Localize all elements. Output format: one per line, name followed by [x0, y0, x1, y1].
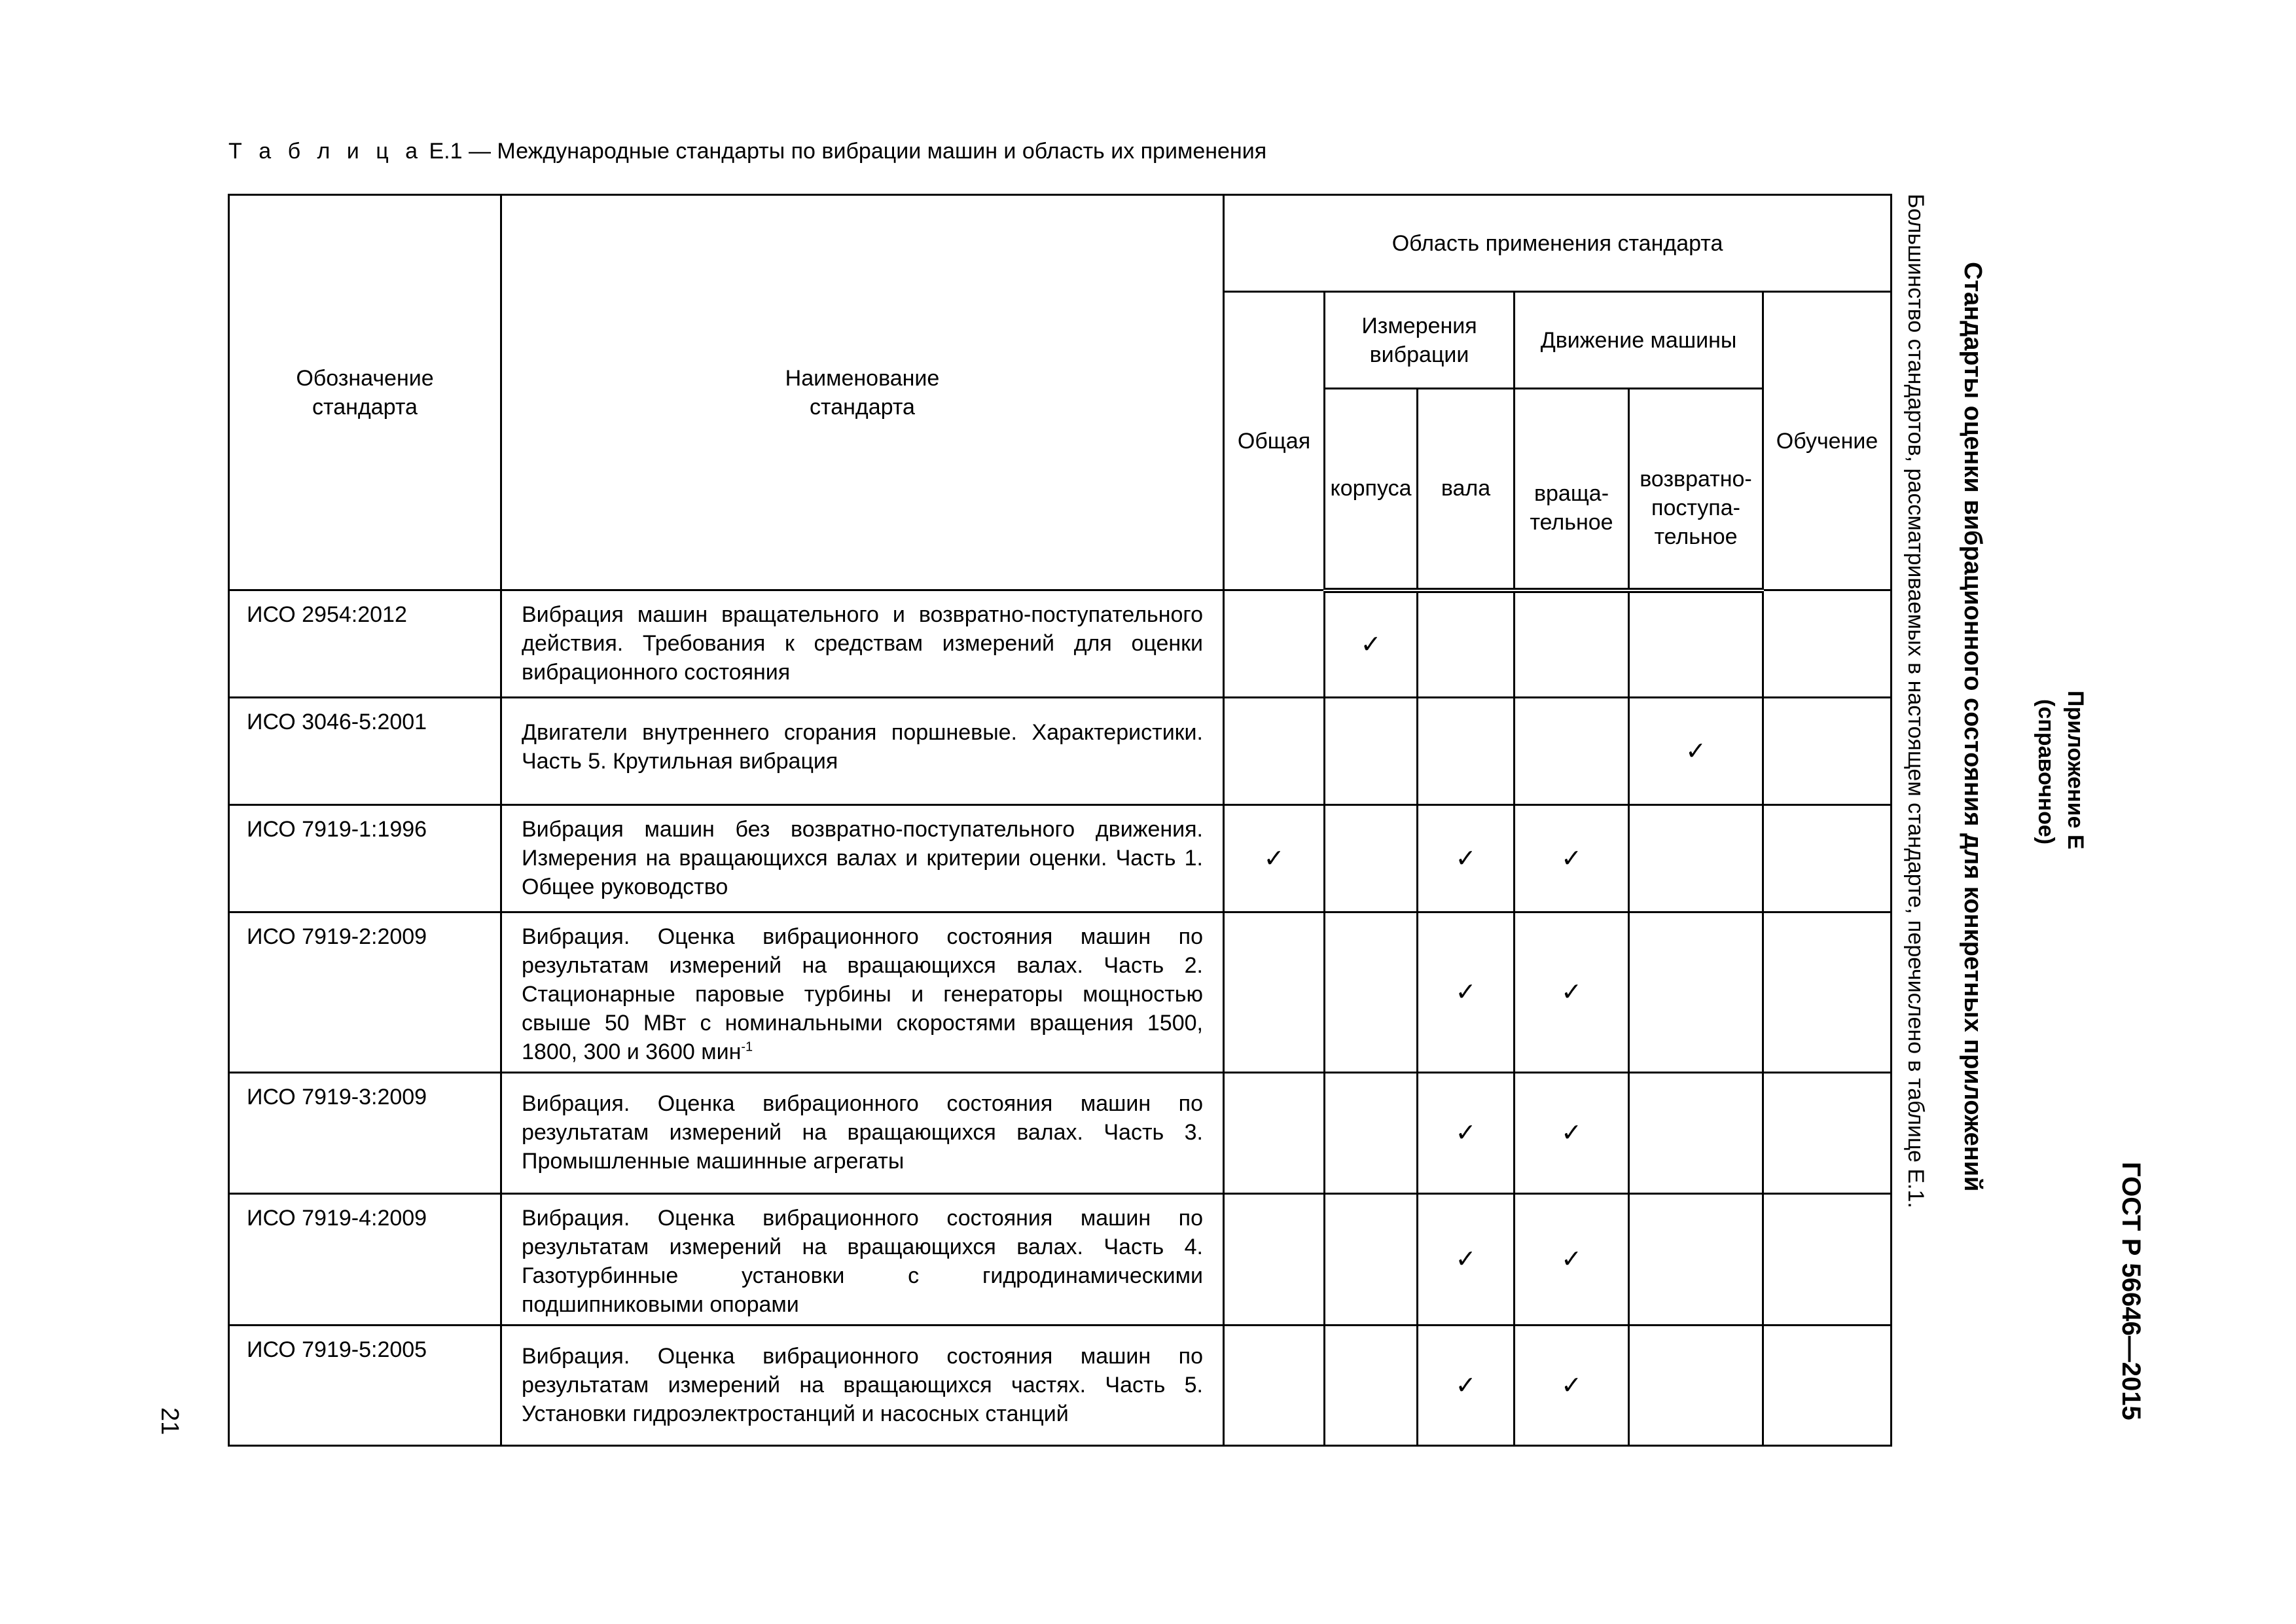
table-caption-text: Е.1 — Международные стандарты по вибрации машин и область их применения	[423, 139, 1267, 164]
row-title: Вибрация. Оценка вибрационного состояния машин по результатам измерений на вращающихся валах. Часть 3. Промышленные машинные агрегаты	[501, 1073, 1224, 1194]
row-code: ИСО 7919-4:2009	[229, 1194, 501, 1326]
cell-shaft: ✓	[1418, 912, 1515, 1073]
header-scope: Область применения стандарта	[1224, 195, 1892, 292]
cell-shaft: ✓	[1418, 805, 1515, 912]
table-caption-prefix: Т а б л и ц а	[228, 139, 423, 164]
cell-reciprocating	[1629, 1073, 1763, 1194]
annex-kind: (справочное)	[2034, 699, 2058, 845]
cell-general	[1224, 590, 1325, 698]
row-title-text: Вибрация. Оценка вибрационного состояния машин по результатам измерений на вращающихся валах. Часть 2. Стационарные паровые турбины и генераторы мощностью свыше 50 МВт с номинальными скоростями вращения 1500, 1800, 300 и 3600 мин	[522, 924, 1203, 1064]
header-measurement: Измерения вибрации	[1325, 292, 1515, 389]
cell-shaft	[1418, 698, 1515, 805]
page-number: 21	[156, 1407, 183, 1435]
cell-housing	[1325, 912, 1418, 1073]
row-code: ИСО 7919-2:2009	[229, 912, 501, 1073]
header-training: Обучение	[1763, 292, 1892, 590]
row-code: ИСО 7919-5:2005	[229, 1326, 501, 1446]
header-name: Наименование стандарта	[501, 195, 1224, 590]
cell-housing	[1325, 1073, 1418, 1194]
cell-general	[1224, 698, 1325, 805]
table-row	[229, 590, 1892, 698]
table-row	[229, 1326, 1892, 1446]
cell-reciprocating	[1629, 1194, 1763, 1326]
row-title: Вибрация машин вращательного и возвратно-поступательного действия. Требования к средствам измерений для оценки вибрационного состояния	[501, 590, 1224, 698]
header-motion: Движение машины	[1515, 292, 1763, 389]
document-code: ГОСТ Р 56646—2015	[2117, 1162, 2145, 1420]
row-title: Вибрация машин без возвратно-поступательного движения. Измерения на вращающихся валах и критерии оценки. Часть 1. Общее руководство	[501, 805, 1224, 912]
cell-training	[1763, 1326, 1892, 1446]
table-row	[229, 1194, 1892, 1326]
cell-rotary: ✓	[1515, 1194, 1629, 1326]
cell-reciprocating	[1629, 1326, 1763, 1446]
row-code: ИСО 2954:2012	[229, 590, 501, 698]
header-rotary: враща- тельное	[1515, 389, 1629, 590]
cell-reciprocating	[1629, 805, 1763, 912]
annex-title: Приложение Е	[2063, 691, 2088, 850]
table-row	[229, 1073, 1892, 1194]
row-title	[501, 912, 1224, 1073]
row-title: Вибрация. Оценка вибрационного состояния машин по результатам измерений на вращающихся частях. Часть 5. Установки гидроэлектростанций и насосных станций	[501, 1326, 1224, 1446]
cell-rotary: ✓	[1515, 912, 1629, 1073]
cell-general	[1224, 1326, 1325, 1446]
cell-rotary: ✓	[1515, 1073, 1629, 1194]
cell-general	[1224, 1073, 1325, 1194]
header-reciprocating: возвратно- поступа- тельное	[1629, 389, 1763, 590]
header-designation: Обозначение стандарта	[229, 195, 501, 590]
annex-heading: Стандарты оценки вибрационного состояния для конкретных приложений	[1959, 262, 1986, 1192]
row-title-superscript: -1	[741, 1039, 753, 1055]
table-row	[229, 805, 1892, 912]
cell-training	[1763, 1073, 1892, 1194]
cell-rotary: ✓	[1515, 805, 1629, 912]
cell-rotary	[1515, 590, 1629, 698]
cell-general	[1224, 912, 1325, 1073]
cell-training	[1763, 1194, 1892, 1326]
cell-housing	[1325, 1326, 1418, 1446]
cell-general: ✓	[1224, 805, 1325, 912]
cell-shaft: ✓	[1418, 1194, 1515, 1326]
standards-table	[228, 194, 1892, 1447]
table-row	[229, 698, 1892, 805]
cell-housing	[1325, 805, 1418, 912]
cell-shaft	[1418, 590, 1515, 698]
row-code: ИСО 7919-1:1996	[229, 805, 501, 912]
cell-housing	[1325, 1194, 1418, 1326]
table-row	[229, 912, 1892, 1073]
cell-reciprocating	[1629, 590, 1763, 698]
header-shaft: вала	[1418, 389, 1515, 590]
cell-training	[1763, 805, 1892, 912]
cell-shaft: ✓	[1418, 1326, 1515, 1446]
cell-housing: ✓	[1325, 590, 1418, 698]
cell-general	[1224, 1194, 1325, 1326]
cell-housing	[1325, 698, 1418, 805]
cell-rotary: ✓	[1515, 1326, 1629, 1446]
cell-training	[1763, 698, 1892, 805]
cell-rotary	[1515, 698, 1629, 805]
row-title: Вибрация. Оценка вибрационного состояния машин по результатам измерений на вращающихся валах. Часть 4. Газотурбинные установки с гидродинамическими подшипниковыми опорами	[501, 1194, 1224, 1326]
header-housing: корпуса	[1325, 389, 1418, 590]
cell-reciprocating	[1629, 912, 1763, 1073]
row-title: Двигатели внутреннего сгорания поршневые. Характеристики. Часть 5. Крутильная вибрация	[501, 698, 1224, 805]
cell-training	[1763, 912, 1892, 1073]
cell-shaft: ✓	[1418, 1073, 1515, 1194]
header-general: Общая	[1224, 292, 1325, 590]
row-code: ИСО 3046-5:2001	[229, 698, 501, 805]
cell-reciprocating: ✓	[1629, 698, 1763, 805]
annex-note: Большинство стандартов, рассматриваемых в настоящем стандарте, перечислено в таблице Е.1.	[1903, 194, 1928, 1208]
row-code: ИСО 7919-3:2009	[229, 1073, 501, 1194]
cell-training	[1763, 590, 1892, 698]
table-caption	[228, 139, 1266, 164]
